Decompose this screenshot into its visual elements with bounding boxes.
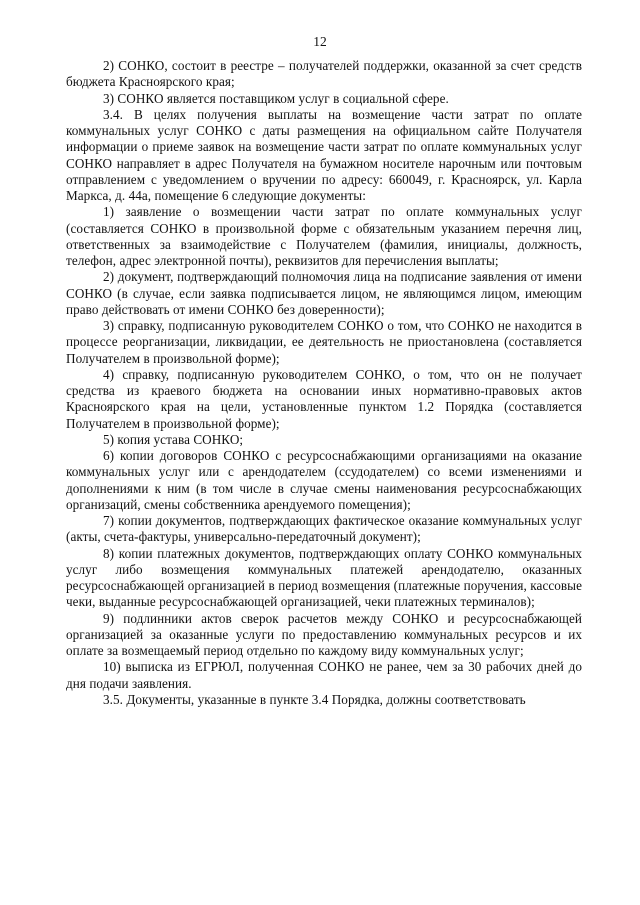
paragraph-document-1-application: 1) заявление о возмещении части затрат по оплате коммунальных услуг (составляется СОНКО в произвольной форме с обязательным указанием перечня лиц, ответственных за взаимодействие с Получателем (фамилия, инициалы, должность, телефон, адрес электронной почты), реквизитов для перечисления выплаты;	[66, 204, 582, 268]
paragraph-item-2-registry: 2) СОНКО, состоит в реестре – получателей поддержки, оказанной за счет средств бюджета Красноярского края;	[66, 58, 582, 90]
paragraph-document-7-service-proof: 7) копии документов, подтверждающих фактическое оказание коммунальных услуг (акты, счета-фактуры, универсально-передаточный документ);	[66, 513, 582, 545]
paragraph-document-10-registry-extract: 10) выписка из ЕГРЮЛ, полученная СОНКО не ранее, чем за 30 рабочих дней до дня подачи заявления.	[66, 659, 582, 691]
paragraph-document-6-contracts: 6) копии договоров СОНКО с ресурсоснабжающими организациями на оказание коммунальных услуг или с арендодателем (ссудодателем) со всеми изменениями и дополнениями к ним (в том числе в случае смены наименования ресурсоснабжающих организаций, смены собственника арендуемого помещения);	[66, 448, 582, 512]
paragraph-document-9-reconciliation-acts: 9) подлинники актов сверок расчетов между СОНКО и ресурсоснабжающей организацией за оказанные услуги по предоставлению коммунальных ресурсов и их оплате за возмещаемый период отдельно по каждому виду коммунальных услуг;	[66, 610, 582, 658]
paragraph-clause-3-5: 3.5. Документы, указанные в пункте 3.4 Порядка, должны соответствовать	[103, 691, 526, 707]
paragraph-document-2-authority: 2) документ, подтверждающий полномочия лица на подписание заявления от имени СОНКО (в случае, если заявка подписывается лицом, не являющимся лицом, имеющим право действовать от имени СОНКО без доверенности);	[66, 269, 582, 317]
paragraph-document-3-status-certificate: 3) справку, подписанную руководителем СОНКО о том, что СОНКО не находится в процессе реорганизации, ликвидации, ее деятельность не приостановлена (составляется Получателем в произвольной форме);	[66, 318, 582, 366]
paragraph-item-3-service-provider: 3) СОНКО является поставщиком услуг в социальной сфере.	[103, 90, 449, 106]
paragraph-clause-3-4: 3.4. В целях получения выплаты на возмещение части затрат по оплате коммунальных услуг СОНКО с даты размещения на официальном сайте Получателя информации о приеме заявок на возмещение части затрат по оплате коммунальных услуг СОНКО направляет в адрес Получателя на бумажном носителе нарочным или почтовым отправлением с уведомлением о вручении по адресу: 660049, г. Красноярск, ул. Карла Маркса, д. 44а, помещение 6 следующие документы:	[66, 106, 582, 203]
paragraph-document-8-payment-documents: 8) копии платежных документов, подтверждающих оплату СОНКО коммунальных услуг либо возмещения коммунальных платежей арендодателю, оказанных ресурсоснабжающей организацией в период возмещения (платежные поручения, кассовые чеки, выданные ресурсоснабжающей организацией, чеки платежных терминалов);	[66, 545, 582, 610]
document-body	[66, 58, 582, 708]
paragraph-document-4-funding-certificate: 4) справку, подписанную руководителем СОНКО, о том, что он не получает средства из краевого бюджета на основании иных нормативно-правовых актов Красноярского края на цели, установленные пунктом 1.2 Порядка (составляется Получателем в произвольной форме);	[66, 366, 582, 431]
page-number: 12	[313, 34, 327, 49]
paragraph-document-5-charter: 5) копия устава СОНКО;	[103, 431, 244, 447]
